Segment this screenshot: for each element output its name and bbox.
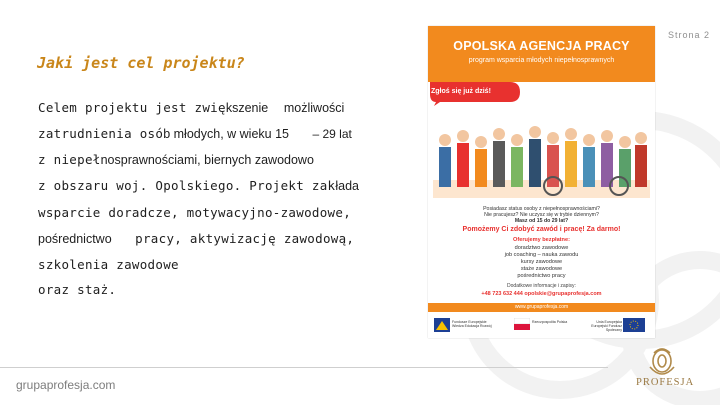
poster-offer-heading: Oferujemy bezpłatne: bbox=[513, 237, 570, 243]
poster-offer: kursy zawodowe bbox=[520, 259, 563, 265]
text-span: nosprawnościami, biernych zawodowo bbox=[100, 153, 314, 167]
poster-logo-text: Unia Europejska Europejski Fundusz Społeczny bbox=[591, 320, 622, 332]
poster-subtitle: program wsparcia młodych niepełnosprawnych bbox=[468, 57, 615, 64]
poster-logo-text: Fundusze Europejskie Wiedza Edukacja Rozwój bbox=[452, 320, 492, 328]
text-span: szkolenia zawodowe bbox=[38, 257, 179, 272]
body-line bbox=[38, 231, 354, 246]
text-span: oraz staż. bbox=[38, 282, 117, 297]
polish-flag-icon bbox=[514, 318, 530, 330]
body-line bbox=[38, 205, 351, 220]
text-span: b młodych, w wieku 15 bbox=[163, 127, 289, 141]
profesja-logo-icon bbox=[632, 345, 695, 400]
poster-question: Posiadasz status osoby z niepełnosprawnościami? bbox=[483, 206, 600, 212]
text-span: pracy, aktywizację zawodową, bbox=[135, 231, 355, 246]
footer-url: grupaprofesja.com bbox=[16, 378, 116, 392]
poster-offer: doradztwo zawodowe bbox=[514, 245, 569, 251]
logo-text: PROFESJA bbox=[636, 377, 695, 388]
text-span: łada bbox=[335, 179, 360, 193]
footer-divider bbox=[0, 367, 608, 368]
poster-help: Pomożemy Ci zdobyć zawód i pracę! Za darmo! bbox=[462, 226, 621, 233]
poster-question: Nie pracujesz? Nie uczysz się w trybie dziennym? bbox=[484, 212, 599, 218]
text-span: zatrudnienia osó bbox=[38, 126, 164, 141]
poster-footer-url: www.grupaprofesja.com bbox=[514, 304, 569, 310]
body-line bbox=[38, 126, 352, 141]
poster-contact: +48 723 632 444 opolskie@grupaprofesja.com bbox=[481, 291, 602, 297]
poster-image bbox=[428, 26, 655, 338]
text-span: możliwości bbox=[283, 101, 345, 115]
text-span: pośrednictwo bbox=[38, 232, 112, 246]
text-span: z niepeł bbox=[38, 152, 101, 167]
body-line bbox=[38, 282, 116, 297]
text-span: z obszaru woj. Opolskiego. Projekt zak bbox=[38, 178, 336, 193]
page-number: Strona 2 bbox=[668, 30, 711, 40]
text-span: – 29 lat bbox=[312, 127, 352, 141]
poster-bubble-text: Zgłoś się już dziś! bbox=[431, 88, 491, 95]
poster-question: Masz od 15 do 29 lat? bbox=[514, 218, 569, 224]
people-illustration-icon bbox=[433, 120, 650, 198]
eu-funds-logo-icon bbox=[434, 318, 450, 332]
poster-title: OPOLSKA AGENCJA PRACY bbox=[453, 39, 630, 53]
text-span: wsparcie doradcze, motywacyjno-zawodowe, bbox=[38, 205, 352, 220]
body-line bbox=[38, 152, 314, 167]
text-span: Celem projektu jest zwię bbox=[38, 100, 226, 115]
eu-flag-icon bbox=[623, 318, 645, 332]
poster-offer: job coaching – nauka zawodu bbox=[504, 252, 579, 258]
poster-offer: pośrednictwo pracy bbox=[517, 273, 566, 279]
poster-logos bbox=[428, 314, 655, 338]
poster-contact-heading: Dodatkowe informacje i zapisy: bbox=[507, 283, 576, 289]
poster-offer: staże zawodowe bbox=[520, 266, 563, 272]
body-line bbox=[38, 257, 179, 272]
text-span: kszenie bbox=[225, 101, 269, 115]
body-line bbox=[38, 100, 344, 115]
page-title: Jaki jest cel projektu? bbox=[37, 54, 245, 72]
poster-logo-text: Rzeczpospolita Polska bbox=[532, 320, 568, 324]
poster-header bbox=[428, 26, 655, 82]
body-line bbox=[38, 178, 359, 193]
